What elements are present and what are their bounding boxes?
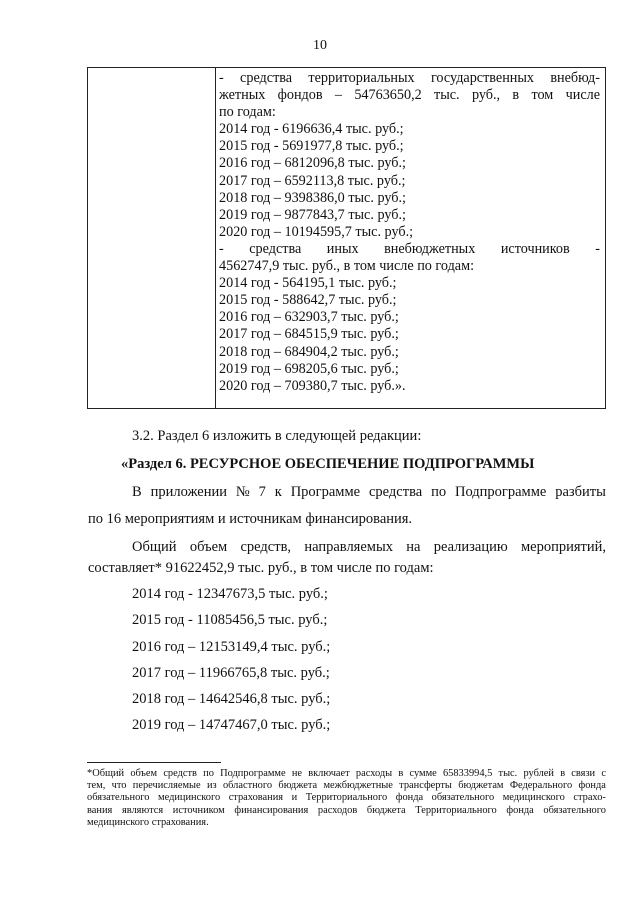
table-line: 2020 год – 709380,7 тыс. руб.». bbox=[219, 377, 406, 394]
footnote-word: медицинского bbox=[158, 792, 221, 804]
table-line bbox=[219, 241, 600, 258]
table-line: 2015 год - 588642,7 тыс. руб.; bbox=[219, 292, 397, 309]
paragraph-2-line-1 bbox=[132, 539, 606, 556]
paragraph-word: приложении bbox=[150, 484, 227, 500]
table-line: 2018 год – 684904,2 тыс. руб.; bbox=[219, 343, 399, 360]
footnote-word: Территориального bbox=[415, 804, 497, 816]
footnote-word: страхо- bbox=[573, 792, 606, 804]
footnote-word: страхования bbox=[228, 792, 284, 804]
table-line: 2019 год – 9877843,7 тыс. руб.; bbox=[219, 206, 406, 223]
footnote-line bbox=[87, 792, 606, 804]
footnote-word: расходов bbox=[317, 804, 358, 816]
table-word: фондов bbox=[277, 87, 323, 104]
footnote-separator bbox=[87, 762, 221, 763]
table-line: 2018 год – 9398386,0 тыс. руб.; bbox=[219, 189, 406, 206]
table-word: - bbox=[219, 240, 224, 257]
paragraph-word: на bbox=[406, 539, 421, 555]
table-word: средства bbox=[240, 70, 293, 86]
table-line bbox=[219, 70, 600, 87]
item-3-2: 3.2. Раздел 6 изложить в следующей редакции: bbox=[132, 428, 422, 444]
paragraph-word: № bbox=[235, 484, 250, 500]
table-word: - bbox=[595, 240, 600, 257]
table-line: 2016 год – 6812096,8 тыс. руб.; bbox=[219, 155, 406, 172]
table-line: 4562747,9 тыс. руб., в том числе по годам: bbox=[219, 258, 475, 275]
table-line bbox=[219, 87, 600, 104]
footnote-word: фонда bbox=[395, 792, 424, 804]
footnote-word: с bbox=[601, 768, 606, 779]
footnote-word: бюджета bbox=[366, 804, 406, 816]
footnote-word: Федерального bbox=[509, 780, 573, 792]
paragraph-word: В bbox=[132, 484, 142, 500]
year-line: 2017 год – 11966765,8 тыс. руб.; bbox=[132, 665, 330, 681]
table-word: тыс. bbox=[434, 87, 460, 104]
table-word: территориальных bbox=[308, 70, 415, 86]
page-number: 10 bbox=[313, 38, 327, 53]
table-line: 2014 год - 6196636,4 тыс. руб.; bbox=[219, 121, 404, 138]
footnote-word: являются bbox=[121, 804, 164, 816]
table-line: по годам: bbox=[219, 104, 276, 121]
footnote-word: средств bbox=[163, 768, 197, 779]
table-word: источников bbox=[500, 240, 570, 257]
year-line: 2015 год - 11085456,5 тыс. руб.; bbox=[132, 612, 328, 628]
table-word: в bbox=[512, 87, 520, 104]
paragraph-word: 7 bbox=[258, 484, 266, 500]
footnote-word: межбюджетные bbox=[323, 780, 393, 792]
table-line: 2019 год – 698205,6 тыс. руб.; bbox=[219, 360, 399, 377]
footnote-word: вания bbox=[87, 804, 113, 816]
footnote-word: областного bbox=[222, 780, 273, 792]
year-line: 2016 год – 12153149,4 тыс. руб.; bbox=[132, 639, 331, 655]
footnote-word: бюджетам bbox=[458, 780, 504, 792]
footnote-word: тем, bbox=[87, 780, 106, 792]
table-word: - bbox=[219, 70, 224, 86]
footnote-word: тыс. bbox=[498, 768, 518, 779]
footnote-word: Подпрограмме bbox=[220, 768, 286, 779]
footnote-word: *Общий bbox=[87, 768, 125, 779]
footnote-word: что bbox=[111, 780, 127, 792]
paragraph-word: Подпрограмме bbox=[454, 484, 547, 500]
year-line: 2019 год – 14747467,0 тыс. руб.; bbox=[132, 717, 331, 733]
year-line: 2018 год – 14642546,8 тыс. руб.; bbox=[132, 691, 331, 707]
table-line: 2020 год – 10194595,7 тыс. руб.; bbox=[219, 223, 414, 240]
table-word: жетных bbox=[219, 87, 266, 104]
footnote-word: медицинского bbox=[502, 792, 565, 804]
table-word: том bbox=[531, 87, 554, 104]
table-word: 54763650,2 bbox=[354, 87, 422, 104]
table-cell-text bbox=[219, 70, 600, 395]
footnote-line bbox=[87, 780, 606, 792]
footnote-word: источником bbox=[172, 804, 225, 816]
footnote-word: связи bbox=[571, 768, 596, 779]
table-word: иных bbox=[326, 240, 359, 257]
paragraph-1-line-2: по 16 мероприятиям и источникам финансирования. bbox=[88, 511, 413, 527]
footnote-word: трансферты bbox=[399, 780, 452, 792]
footnote-word: из bbox=[206, 780, 217, 792]
footnote-word: обязательного bbox=[431, 792, 495, 804]
footnote-word: не bbox=[291, 768, 302, 779]
table-word: руб., bbox=[471, 87, 501, 104]
table-word: государственных bbox=[430, 70, 535, 86]
table-word: числе bbox=[565, 87, 600, 104]
footnote-word: в bbox=[560, 768, 566, 779]
footnote-word: 65833994,5 bbox=[442, 768, 493, 779]
paragraph-word: к bbox=[274, 484, 282, 500]
paragraph-word: средств, bbox=[240, 539, 292, 555]
paragraph-word: средства bbox=[369, 484, 423, 500]
footnote-word: фонда bbox=[578, 780, 606, 792]
paragraph-word: направляемых bbox=[304, 539, 393, 555]
table-column-divider bbox=[215, 68, 216, 408]
paragraph-word: по bbox=[431, 484, 447, 500]
footnote-line bbox=[87, 805, 606, 817]
table-word: внебюд- bbox=[550, 70, 600, 86]
footnote-word: в bbox=[398, 768, 404, 779]
footnote-word: обязательного bbox=[87, 792, 150, 804]
table-line: 2017 год – 684515,9 тыс. руб.; bbox=[219, 326, 399, 343]
paragraph-word: разбиты bbox=[555, 484, 606, 500]
footnote-word: Территориального bbox=[305, 792, 388, 804]
footnote-word: сумме bbox=[409, 768, 437, 779]
year-line: 2014 год - 12347673,5 тыс. руб.; bbox=[132, 586, 328, 602]
paragraph-word: мероприятий, bbox=[520, 539, 606, 555]
footnote bbox=[87, 768, 606, 829]
paragraph-1-line-1 bbox=[132, 484, 606, 501]
footnote-word: по bbox=[203, 768, 214, 779]
table-line: 2015 год - 5691977,8 тыс. руб.; bbox=[219, 138, 404, 155]
footnote-word: фонда bbox=[506, 804, 534, 816]
paragraph-word: Программе bbox=[290, 484, 361, 500]
table-line: 2014 год - 564195,1 тыс. руб.; bbox=[219, 275, 397, 292]
footnote-word: обязательного bbox=[543, 804, 606, 816]
table-line: 2017 год – 6592113,8 тыс. руб.; bbox=[219, 172, 406, 189]
footnote-line bbox=[87, 768, 606, 780]
table-word: внебюджетных bbox=[384, 240, 476, 257]
table-line: 2016 год – 632903,7 тыс. руб.; bbox=[219, 309, 399, 326]
section-heading: «Раздел 6. РЕСУРСНОЕ ОБЕСПЕЧЕНИЕ ПОДПРОГРАММЫ bbox=[121, 456, 535, 472]
paragraph-word: реализацию bbox=[433, 539, 508, 555]
footnote-word: расходы bbox=[355, 768, 393, 779]
footnote-word: и bbox=[291, 792, 298, 804]
footnote-word: включает bbox=[308, 768, 350, 779]
paragraph-word: объем bbox=[189, 539, 228, 555]
continuation-table bbox=[87, 67, 606, 409]
footnote-line: медицинского страхования. bbox=[87, 816, 209, 828]
footnote-word: объем bbox=[130, 768, 158, 779]
table-word: средства bbox=[249, 240, 302, 257]
footnote-word: перечисляемые bbox=[132, 780, 201, 792]
footnote-word: бюджета bbox=[278, 780, 318, 792]
paragraph-word: Общий bbox=[132, 539, 177, 555]
footnote-word: рублей bbox=[523, 768, 554, 779]
table-word: – bbox=[334, 87, 342, 104]
paragraph-2-line-2: составляет* 91622452,9 тыс. руб., в том числе по годам: bbox=[88, 560, 434, 576]
footnote-word: финансирования bbox=[234, 804, 309, 816]
